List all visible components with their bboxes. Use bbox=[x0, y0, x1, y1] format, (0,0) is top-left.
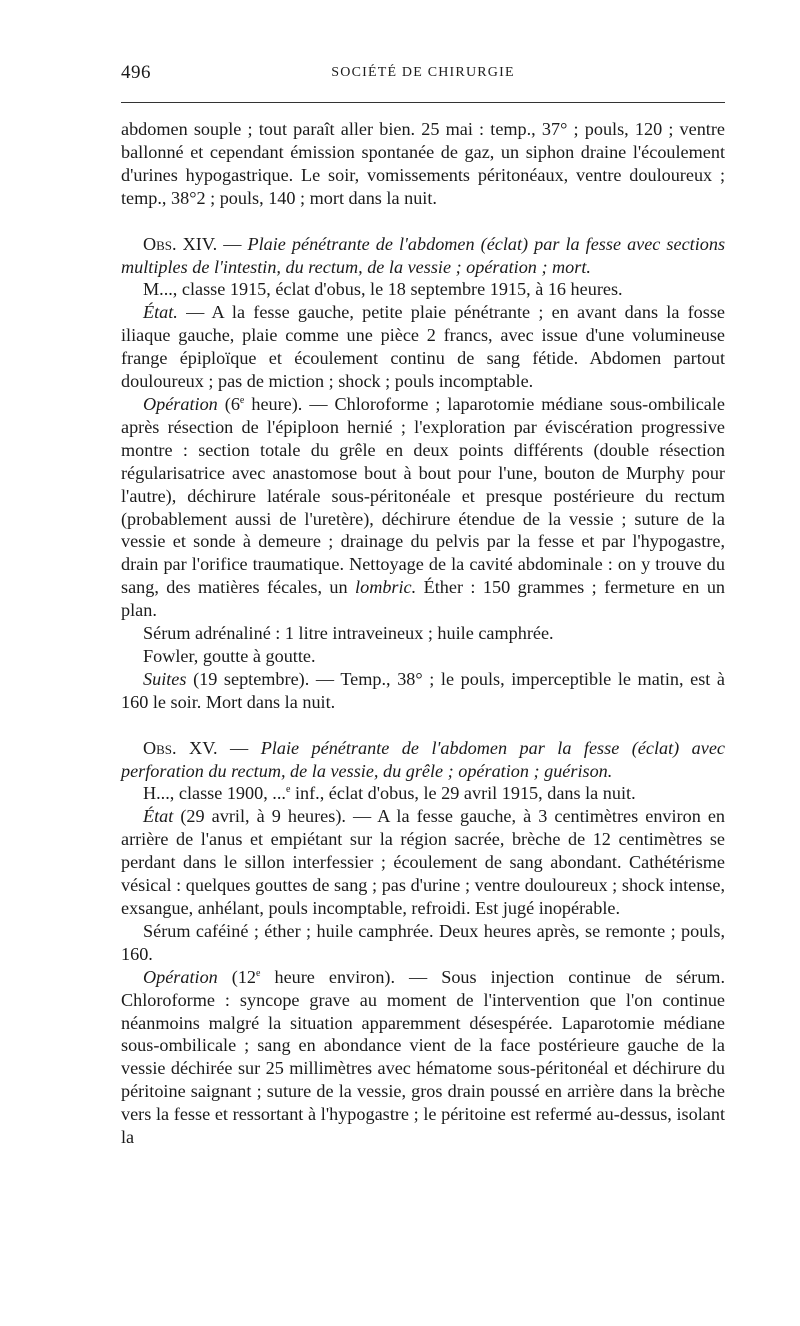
obs14-patient: M..., classe 1915, éclat d'obus, le 18 septembre 1915, à 16 heures. bbox=[143, 279, 623, 300]
obs14-serum: Sérum adrénaliné : 1 litre intraveineux ; huile camphrée. bbox=[143, 623, 554, 644]
obs14-etat-text: A la fesse gauche, petite plaie pénétrante ; en avant dans la fosse iliaque gauche, plaie comme une pièce 2 francs, avec issue d'une volumineuse frange épiploïque et écoulement continu de sang fétide. Abdomen partout douloureux ; pas de miction ; shock ; pouls incomptable. bbox=[121, 302, 726, 392]
section-gap bbox=[121, 210, 725, 233]
dash: — bbox=[230, 737, 249, 758]
obs15-serum: Sérum caféiné ; éther ; huile camphrée. Deux heures après, se remonte ; pouls, 160. bbox=[121, 920, 725, 964]
obs14-suites-date: (19 septembre). bbox=[193, 668, 310, 689]
obs14-operation: Opération (6e heure). — Chloroforme ; laparotomie médiane sous-ombilicale après résection de l'épiploon hernié ; l'exploration par éviscération progressive montre : section totale du grêle en deux points différents (double résection régularisatrice avec anastomose bout à bout pour l'une, bouton de Murphy pour l'autre), déchirure latérale sous-péritonéale et presque postérieure du rectum (probablement aussi de l'uretère), déchirure étendue de la vessie ; suture de la vessie et sonde à demeure ; drainage du pelvis par la fesse et par l'hypogastre, drain par l'orifice traumatique. Nettoyage de la cavité abdominale : on y trouve du sang, des matières fécales, un lombric. Éther : 150 grammes ; fermeture en un plan. bbox=[121, 393, 726, 621]
obs15-patient-a: H..., classe 1900, ... bbox=[143, 783, 286, 804]
obs14-suites-label: Suites bbox=[143, 668, 187, 689]
dash: — bbox=[223, 233, 242, 254]
section-gap bbox=[121, 714, 725, 737]
obs15-etat-date: (29 avril, à 9 heures). bbox=[180, 806, 346, 827]
obs15-operation-text: Sous injection continue de sérum. Chloroforme : syncope grave au moment de l'intervention que l'on continue néanmoins malgré la situation apparemment désespérée. Laparotomie médiane sous-ombilicale ; sang en abondance vient de la face postérieure gauche de la vessie déchirée sur 25 millimètres avec hématome sous-péritonéal et déchirure du péritoine saignant ; suture de la vessie, gros drain poussé en arrière dans la brèche vers la fesse et ressortant à l'hypogastre ; le péritoine est refermé au-dessus, isolant la bbox=[121, 966, 726, 1148]
obs15-patient-b: inf., éclat d'obus, le 29 avril 1915, dans la nuit. bbox=[294, 783, 636, 804]
obs15-heading bbox=[121, 737, 725, 783]
obs15-operation-time-sup: e bbox=[256, 967, 261, 979]
obs15-operation-time-num: (12 bbox=[231, 966, 257, 987]
obs15-operation-time-rest: heure environ). bbox=[274, 966, 396, 987]
obs14-operation-time-sup: e bbox=[239, 394, 245, 406]
obs14-label: Obs. XIV. bbox=[143, 233, 218, 254]
obs14-etat-label: État. bbox=[143, 302, 178, 323]
obs15-title: Plaie pénétrante de l'abdomen par la fesse (éclat) avec perforation du rectum, de la vessie, du grêle ; opération ; guérison. bbox=[121, 737, 725, 781]
dash: — bbox=[186, 302, 205, 323]
running-title: SOCIÉTÉ DE CHIRURGIE bbox=[331, 65, 515, 80]
obs14-suites bbox=[121, 668, 725, 714]
page-header bbox=[121, 62, 725, 92]
obs14-title: Plaie pénétrante de l'abdomen (éclat) par la fesse avec sections multiples de l'intestin, du rectum, de la vessie ; opération ; mort. bbox=[121, 233, 726, 277]
obs14-operation-label: Opération bbox=[143, 393, 218, 414]
body-text bbox=[121, 118, 725, 1149]
dash: — bbox=[309, 393, 328, 414]
dash: — bbox=[409, 966, 428, 987]
obs14-operation-time-num: 6 bbox=[230, 393, 240, 414]
obs15-operation-label: Opération bbox=[143, 966, 218, 987]
obs14-etat bbox=[121, 301, 725, 393]
obs14-operation-lombric: lombric. bbox=[355, 577, 417, 598]
obs14-fowler: Fowler, goutte à goutte. bbox=[143, 645, 316, 666]
dash: — bbox=[353, 806, 372, 827]
obs14-operation-text-a: Chloroforme ; laparotomie médiane sous-ombilicale après résection de l'épiploon hernié ; l'exploration par éviscération progressive montre : section totale du grêle en deux points différents (double résection régularisatrice avec anastomose bout à bout pour l'une, bouton de Murphy pour l'autre), déchirure latérale sous-péritonéale et presque postérieure du rectum (probablement aussi de l'uretère), déchirure étendue de la vessie ; suture de la vessie et sonde à demeure ; drainage du pelvis par la fesse et par l'hypogastre, drain par l'orifice traumatique. Nettoyage de la cavité abdominale : on y trouve du sang, des matières fécales, un bbox=[121, 393, 726, 598]
obs15-label: Obs. XV. bbox=[143, 737, 218, 758]
page-number: 496 bbox=[121, 62, 151, 83]
obs14-heading bbox=[121, 233, 725, 279]
paragraph-continuation: abdomen souple ; tout paraît aller bien. 25 mai : temp., 37° ; pouls, 120 ; ventre ballonné et cependant émission spontanée de gaz, un siphon draine l'écoulement d'urines hypogastrique. Le soir, vomissements péritonéaux, ventre douloureux ; temp., 38°2 ; pouls, 140 ; mort dans la nuit. bbox=[121, 119, 725, 208]
obs15-patient bbox=[121, 782, 725, 805]
obs15-etat-text: A la fesse gauche, à 3 centimètres environ en arrière de l'anus et empiétant sur la région sacrée, brèche de 12 centimètres se perdant dans le sillon interfessier ; écoulement de sang abondant. Cathétérisme vésical : quelques gouttes de sang ; pas d'urine ; ventre douloureux ; shock intense, exsangue, anhélant, pouls incomptable, refroidi. Est jugé inopérable. bbox=[121, 806, 726, 918]
obs15-operation bbox=[121, 966, 725, 1149]
obs15-etat bbox=[121, 805, 725, 920]
obs14-operation-time-rest: heure bbox=[251, 393, 292, 414]
obs15-etat-label: État bbox=[143, 806, 174, 827]
obs15-patient-sup: e bbox=[285, 784, 291, 796]
obs14-suites-text: Temp., 38° ; le pouls, imperceptible le matin, est à 160 le soir. Mort dans la nuit. bbox=[121, 668, 726, 712]
obs14-operation-text-b: Éther : 150 grammes ; fermeture en un plan. bbox=[121, 577, 726, 621]
dash: — bbox=[315, 668, 335, 689]
header-rule bbox=[121, 102, 725, 103]
